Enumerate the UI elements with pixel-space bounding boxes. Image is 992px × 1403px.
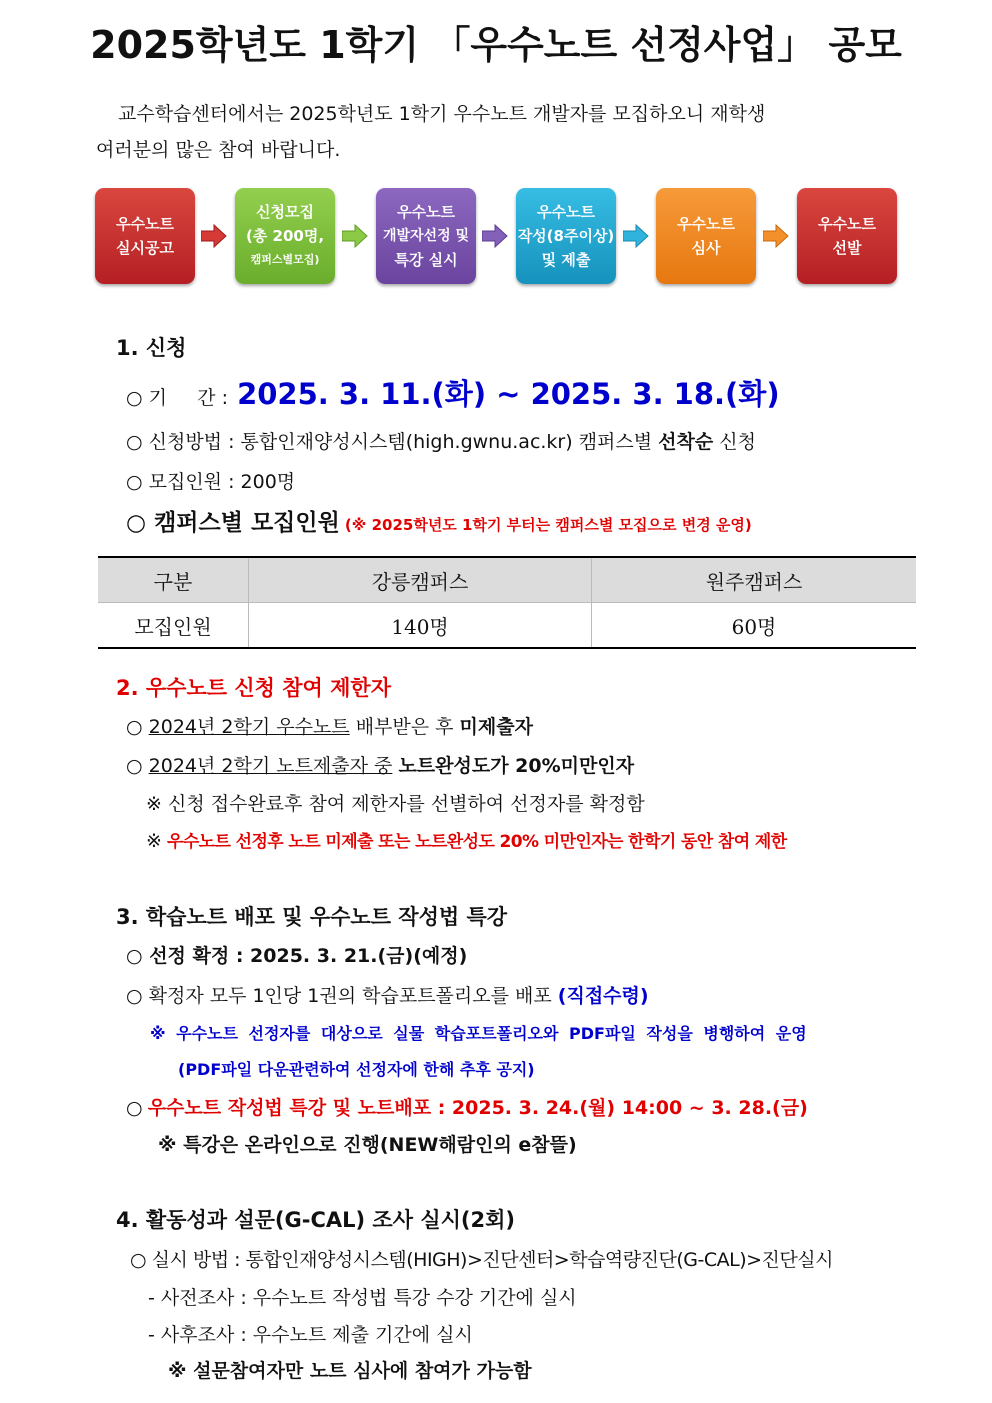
flow-arrow-2-icon bbox=[342, 224, 368, 248]
method-text: ○ 신청방법 : 통합인재양성시스템(high.gwnu.ac.kr) 캠퍼스별 bbox=[126, 431, 653, 453]
flow-step-3-line-3: 특강 실시 bbox=[394, 251, 458, 269]
bullet-circle: ○ bbox=[126, 1097, 143, 1119]
section-4-heading: 4. 활동성과 설문(G-CAL) 조사 실시(2회) bbox=[116, 1208, 515, 1232]
campus-row bbox=[126, 504, 752, 537]
restriction-2-bold: 노트완성도가 20%미만인자 bbox=[398, 755, 635, 777]
flow-step-4-line-1: 우수노트 bbox=[537, 203, 595, 221]
restriction-1-bold: 미제출자 bbox=[459, 716, 533, 738]
period-row bbox=[126, 372, 780, 413]
table-cell: 60명 bbox=[592, 603, 917, 649]
campus-label: ○ 캠퍼스별 모집인원 bbox=[126, 510, 340, 536]
campus-recruit-table bbox=[98, 556, 916, 649]
survey-post: - 사후조사 : 우수노트 제출 기간에 실시 bbox=[148, 1324, 473, 1346]
table-header-row bbox=[98, 557, 916, 603]
flow-step-3 bbox=[376, 188, 476, 284]
lecture-online-note: ※ 특강은 온라인으로 진행(NEW해람인의 e참뜰) bbox=[158, 1134, 577, 1156]
restriction-item-2 bbox=[126, 751, 634, 778]
pdf-note-sub: (PDF파일 다운관련하여 선정자에 한해 추후 공지) bbox=[178, 1060, 535, 1079]
flow-step-5 bbox=[656, 188, 756, 284]
flow-arrow-3-icon bbox=[482, 224, 508, 248]
flow-step-6-line-2: 선발 bbox=[832, 239, 862, 257]
table-header-cell: 원주캠퍼스 bbox=[592, 557, 917, 603]
lecture-row bbox=[126, 1093, 808, 1120]
distribution-row bbox=[126, 981, 649, 1008]
survey-pre: - 사전조사 : 우수노트 작성법 특강 수강 기간에 실시 bbox=[148, 1287, 577, 1309]
restriction-1-mid: 배부받은 후 bbox=[355, 716, 454, 738]
period-label: ○ 기 간 : bbox=[126, 387, 228, 409]
flow-step-3-line-1: 우수노트 bbox=[397, 203, 455, 221]
table-row bbox=[98, 603, 916, 649]
note-mark: ※ bbox=[146, 830, 162, 852]
intro-paragraph bbox=[96, 96, 896, 168]
restriction-note-1: ※ 신청 접수완료후 참여 제한자를 선별하여 선정자를 확정함 bbox=[146, 793, 645, 815]
distribution-text: ○ 확정자 모두 1인당 1권의 학습포트폴리오를 배포 bbox=[126, 985, 552, 1007]
intro-line-1: 교수학습센터에서는 2025학년도 1학기 우수노트 개발자를 모집하오니 재학생 bbox=[118, 103, 766, 125]
restriction-2-term: 2024년 2학기 노트제출자 중 bbox=[148, 755, 393, 777]
bullet-circle: ○ bbox=[126, 716, 143, 738]
process-flow bbox=[95, 188, 897, 284]
flow-arrow-5-icon bbox=[763, 224, 789, 248]
table-cell: 모집인원 bbox=[98, 603, 249, 649]
section-2-heading: 2. 우수노트 신청 참여 제한자 bbox=[116, 676, 391, 700]
restriction-note-2 bbox=[146, 827, 787, 852]
method-apply: 신청 bbox=[719, 431, 756, 453]
table-header-cell: 강릉캠퍼스 bbox=[249, 557, 592, 603]
pdf-note: ※ 우수노트 선정자를 대상으로 실물 학습포트폴리오와 PDF파일 작성을 병행하여 운영 bbox=[150, 1024, 807, 1043]
bullet-circle: ○ bbox=[126, 755, 143, 777]
flow-step-2-line-2: (총 200명, bbox=[245, 227, 325, 245]
flow-step-2-line-3: 캠퍼스별모집) bbox=[250, 253, 320, 266]
survey-note: ※ 설문참여자만 노트 심사에 참여가 가능함 bbox=[168, 1360, 532, 1382]
flow-step-1-line-2: 실시공고 bbox=[116, 239, 174, 257]
flow-step-4-line-3: 및 제출 bbox=[541, 251, 591, 269]
section-3-heading: 3. 학습노트 배포 및 우수노트 작성법 특강 bbox=[116, 905, 508, 929]
restriction-note-2-text: 우수노트 선정후 노트 미제출 또는 노트완성도 20% 미만인자는 한학기 동안 참여 제한 bbox=[167, 832, 787, 852]
page-title: 2025학년도 1학기 「우수노트 선정사업」 공모 bbox=[90, 23, 902, 67]
flow-step-6 bbox=[797, 188, 897, 284]
table-cell: 140명 bbox=[249, 603, 592, 649]
flow-step-6-line-1: 우수노트 bbox=[818, 215, 876, 233]
flow-step-1 bbox=[95, 188, 195, 284]
flow-step-5-line-1: 우수노트 bbox=[677, 215, 735, 233]
direct-pickup: (직접수령) bbox=[557, 985, 649, 1007]
flow-step-4 bbox=[516, 188, 616, 284]
restriction-1-term: 2024년 2학기 우수노트 bbox=[148, 716, 350, 738]
method-first-come: 선착순 bbox=[658, 431, 714, 453]
selection-confirm: ○ 선정 확정 : 2025. 3. 21.(금)(예정) bbox=[126, 945, 468, 967]
flow-step-2 bbox=[235, 188, 335, 284]
flow-arrow-4-icon bbox=[623, 224, 649, 248]
recruit-count: ○ 모집인원 : 200명 bbox=[126, 471, 296, 493]
period-value: 2025. 3. 11.(화) ~ 2025. 3. 18.(화) bbox=[237, 377, 780, 411]
table-header-cell: 구분 bbox=[98, 557, 249, 603]
flow-step-3-line-2: 개발자선정 및 bbox=[382, 228, 470, 244]
flow-step-2-line-1: 신청모집 bbox=[256, 203, 314, 221]
restriction-item-1 bbox=[126, 712, 533, 739]
intro-line-2: 여러분의 많은 참여 바랍니다. bbox=[96, 139, 341, 161]
flow-step-5-line-2: 심사 bbox=[691, 239, 721, 257]
method-row bbox=[126, 427, 756, 454]
survey-method: ○ 실시 방법 : 통합인재양성시스템(HIGH)>진단센터>학습역량진단(G-CAL)>진단실시 bbox=[130, 1249, 833, 1271]
lecture-text: 우수노트 작성법 특강 및 노트배포 : 2025. 3. 24.(월) 14:00 ~ 3. 28.(금) bbox=[147, 1097, 808, 1119]
flow-step-1-line-1: 우수노트 bbox=[116, 215, 174, 233]
campus-note: (※ 2025학년도 1학기 부터는 캠퍼스별 모집으로 변경 운영) bbox=[344, 516, 752, 534]
section-1-heading: 1. 신청 bbox=[116, 336, 187, 360]
flow-step-4-line-2: 작성(8주이상) bbox=[517, 227, 615, 245]
flow-arrow-1-icon bbox=[201, 224, 227, 248]
